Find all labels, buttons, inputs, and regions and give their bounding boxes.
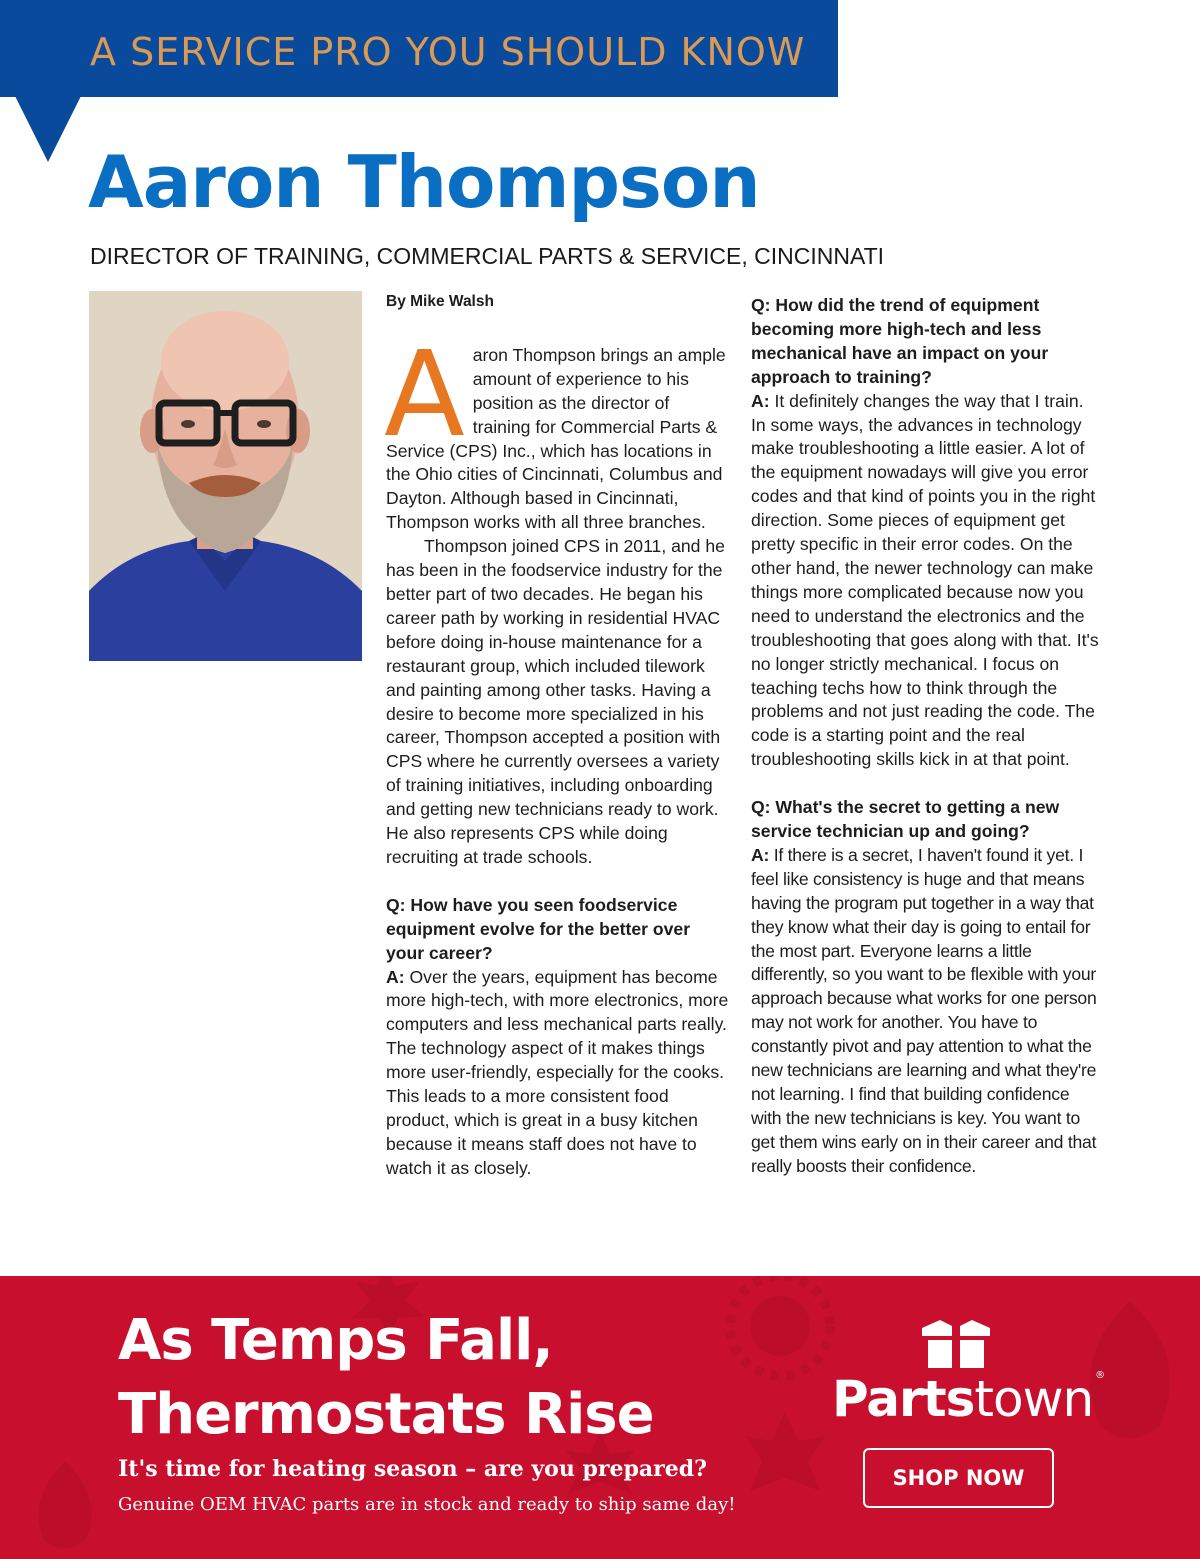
ad-body-text: Genuine OEM HVAC parts are in stock and ready to ship same day!: [118, 1494, 736, 1515]
brand-logo[interactable]: [832, 1370, 1104, 1428]
portrait-photo: [89, 291, 362, 661]
ad-subheadline: It's time for heating season – are you prepared?: [118, 1456, 707, 1482]
answer-label: A:: [751, 390, 770, 411]
logo-wordmark-bold: Parts: [832, 1370, 975, 1428]
answer-text: It definitely changes the way that I train. In some ways, the advances in technology make troubleshooting a little easier. A lot of the equipment nowadays will give you error codes and that kind of points you in the right direction. Some pieces of equipment get pretty specific in their error codes. On the other hand, the newer technology can make things more complicated because now you need to understand the electronics and the troubleshooting that goes along with that. It's no longer strictly mechanical. I focus on teaching techs how to think through the problems and not just reading the code. The code is a starting point and the real troubleshooting skills kick in at that point.: [751, 390, 1099, 770]
body-paragraph: Thompson joined CPS in 2011, and he has been in the foodservice industry for the better part of two decades. He began his career path by working in residential HVAC before doing in-house maintenance for a restaurant group, which included tilework and painting among other tasks. Having a desire to become more specialized in his career, Thompson accepted a position with CPS where he currently oversees a variety of training initiatives, including onboarding and getting new technicians ready to work. He also represents CPS while doing recruiting at trade schools.: [386, 536, 725, 867]
section-banner: [0, 0, 838, 97]
answer-2: [751, 390, 1099, 773]
ad-headline: [118, 1304, 654, 1452]
article-column-right: [751, 294, 1099, 1179]
section-title: A SERVICE PRO YOU SHOULD KNOW: [90, 30, 806, 74]
drop-cap: A: [384, 324, 465, 463]
leaf-icon: [20, 1456, 110, 1556]
answer-3: [751, 844, 1099, 1179]
answer-1: [386, 966, 731, 1181]
answer-label: A:: [386, 966, 405, 987]
logo-wordmark-light: town: [974, 1370, 1094, 1428]
page-title: Aaron Thompson: [88, 140, 760, 224]
answer-text: Over the years, equipment has become more high-tech, with more electronics, more computers and less mechanical parts really. The technology aspect of it makes things more user-friendly, especially for the cooks. This leads to a more consistent food product, which is great in a busy kitchen because it means staff does not have to watch it as closely.: [386, 966, 729, 1178]
ad-headline-line: As Temps Fall,: [118, 1308, 553, 1373]
leaf-icon: [740, 1406, 830, 1506]
ad-headline-line: Thermostats Rise: [118, 1382, 654, 1447]
answer-text: If there is a secret, I haven't found it yet. I feel like consistency is huge and that means having the program put together in a way that they know what their day is going to entail for the most part. Everyone learns a little differently, so you want to be flexible with your approach because what works for one person may not work for another. You have to constantly pivot and pay attention to what the new technicians are learning and what they're not learning. I find that building confidence with the new technicians is key. You want to get them wins early on in their career and that really boosts their confidence.: [751, 844, 1097, 1176]
question-2: Q: How did the trend of equipment becoming more high-tech and less mechanical have an impact on your approach to training?: [751, 295, 1049, 387]
registered-mark: ®: [1095, 1370, 1105, 1381]
banner-pointer: [15, 96, 81, 162]
shop-now-button[interactable]: SHOP NOW: [863, 1448, 1054, 1508]
sun-gear-icon: [720, 1276, 840, 1386]
byline: By Mike Walsh: [386, 293, 494, 310]
answer-label: A:: [751, 844, 770, 865]
question-3: Q: What's the secret to getting a new service technician up and going?: [751, 797, 1060, 842]
article-column-left: [386, 290, 731, 1181]
intro-text: aron Thompson brings an ample amount of experience to his position as the director of training for Commercial Parts & Service (CPS) Inc., which has locations in the Ohio cities of Cincinnati, Columbus and Dayton. Although based in Cincinnati, Thompson works with all three branches.: [386, 344, 726, 533]
question-1: Q: How have you seen foodservice equipment evolve for the better over your career?: [386, 894, 691, 963]
gift-box-icon: [918, 1318, 994, 1368]
portrait-illustration: [89, 291, 362, 661]
job-title: DIRECTOR OF TRAINING, COMMERCIAL PARTS & SERVICE, CINCINNATI: [90, 243, 885, 269]
intro-paragraph: [384, 324, 731, 535]
advertisement-banner[interactable]: [0, 1276, 1200, 1559]
